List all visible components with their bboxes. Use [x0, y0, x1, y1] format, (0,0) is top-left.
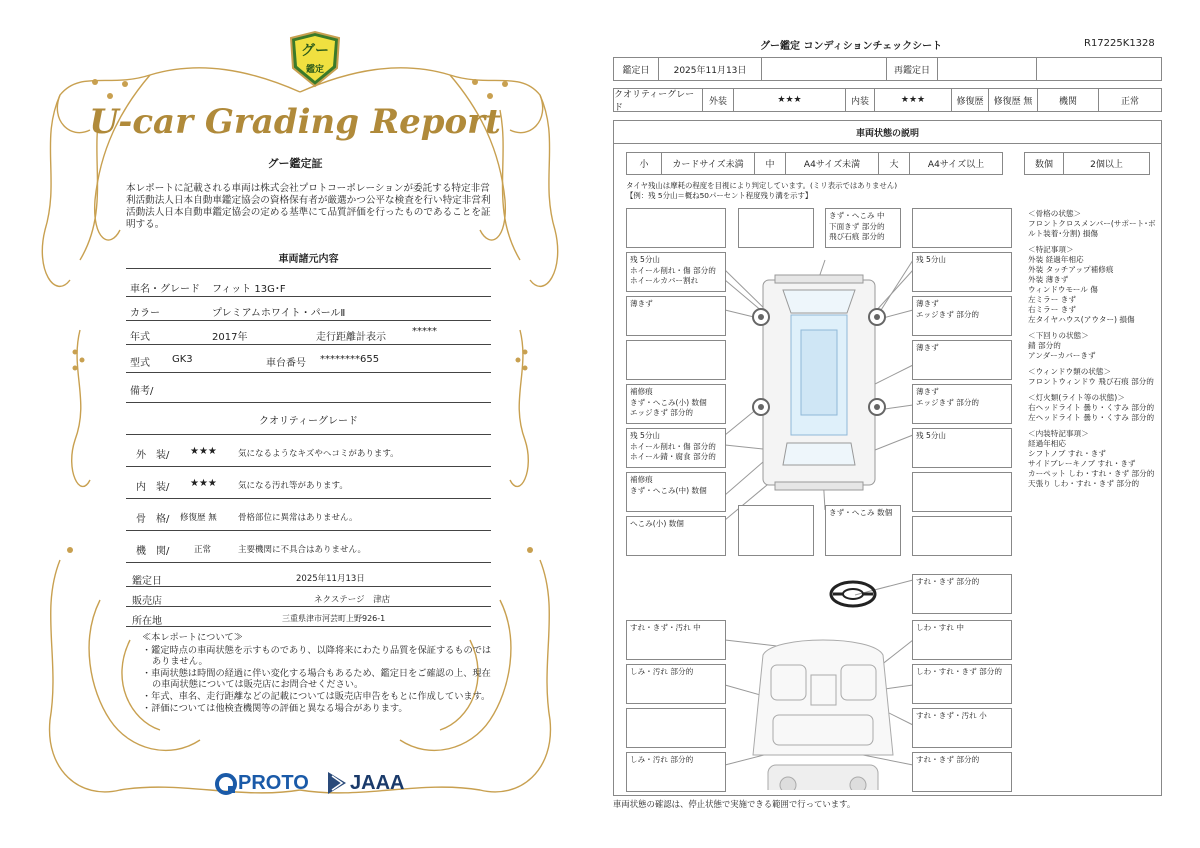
badge-sub: 鑑定	[305, 65, 324, 75]
quality-grade: ★★★	[190, 478, 217, 489]
damage-text: ホイール錆・腐食 部分的	[630, 452, 716, 461]
interior-box-seat-right	[912, 664, 1012, 704]
note-heading: ＜下回りの状態＞	[1028, 331, 1089, 340]
note-heading: ＜灯火類(ライト等の状態)＞	[1028, 393, 1125, 402]
damage-box-left-rear	[626, 384, 726, 424]
note-group-underbody	[1028, 331, 1156, 361]
note-heading: ＜内装特記事項＞	[1028, 429, 1089, 438]
interior-box-rear-right	[912, 752, 1012, 792]
divider	[126, 498, 491, 499]
divider	[126, 626, 491, 627]
repair-value: 修復歴 無	[988, 88, 1038, 112]
quality-label: 骨 格/	[136, 514, 170, 525]
cert-title: グー鑑定証	[267, 157, 323, 170]
damage-text: しわ・すれ 中	[916, 623, 964, 632]
note-group-frame	[1028, 209, 1156, 239]
engine-value: 正常	[1098, 88, 1162, 112]
note-item: ・鑑定時点の車両状態を示すものであり、以降将来にわたり品質を保証するものではありません。	[142, 644, 492, 668]
damage-text: 薄きず	[630, 299, 653, 308]
damage-text: しみ・汚れ 部分的	[630, 755, 694, 764]
grading-report	[0, 0, 590, 848]
note-line: サイドブレーキノブ すれ・きず	[1028, 459, 1136, 468]
date-value: 2025年11月13日	[296, 574, 365, 584]
cert-text: 本レポートに記載される車両は株式会社プロトコーポレーションが委託する特定非営利活動法人日本自動車鑑定協会の資格保有者が厳選かつ公平な検査を行い特定非営利活動法人日本自動車鑑定協会の定める基準にて品質評価を行ったものであることを証明する。	[126, 183, 491, 230]
note-line: ウィンドウモール 傷	[1028, 285, 1098, 294]
quality-desc: 主要機関に不具合はありません。	[238, 545, 367, 555]
note-line: 天張り しわ・すれ・きず 部分的	[1028, 479, 1140, 488]
quality-grade: ★★★	[190, 446, 217, 457]
damage-box-left-back	[626, 472, 726, 512]
note-line: 外装 経過年相応	[1028, 255, 1084, 264]
damage-box-right-rear	[912, 384, 1012, 424]
damage-text: きず・へこみ(小) 数個	[630, 397, 707, 407]
note-heading: ＜特記事項＞	[1028, 245, 1074, 254]
interior-box-seat-left	[626, 664, 726, 704]
note-line: 外装 タッチアップ補修痕	[1028, 265, 1114, 274]
quality-heading: クオリティーグレード	[259, 416, 358, 427]
report-notes	[142, 632, 492, 714]
side-notes	[1028, 209, 1156, 495]
size-count-desc: 2個以上	[1063, 152, 1150, 175]
quality-label: 内 装/	[136, 482, 170, 493]
mileage-value: *****	[412, 326, 437, 337]
damage-text: ホイール削れ・傷 部分的	[630, 265, 716, 275]
damage-text: 薄きず	[916, 343, 939, 352]
note-group-windows	[1028, 367, 1156, 387]
damage-text: 残 5分山	[630, 431, 661, 440]
redate-value	[937, 57, 1037, 81]
damage-text: 飛び石痕 部分的	[829, 232, 885, 241]
damage-box-empty	[912, 472, 1012, 512]
script-title: U-car Grading Report	[89, 102, 501, 142]
note-line: 左ヘッドライト 曇り・くすみ 部分的	[1028, 413, 1155, 422]
note-line: アンダーカバーきず	[1028, 351, 1096, 360]
divider	[126, 268, 491, 269]
quality-grade: 修復歴 無	[180, 513, 217, 523]
damage-text: 薄きず	[916, 299, 939, 308]
proto-logo: PROTO	[238, 772, 309, 794]
year-label: 年式	[130, 332, 150, 343]
proto-logo-icon	[214, 772, 238, 796]
color-value: プレミアムホワイト・パールⅡ	[212, 308, 346, 319]
exterior-label: 外装	[702, 88, 734, 112]
damage-box-empty	[912, 208, 1012, 248]
damage-text: しわ・すれ・きず 部分的	[916, 667, 1002, 676]
divider	[126, 344, 491, 345]
size-large: 大	[878, 152, 910, 175]
divider	[126, 296, 491, 297]
damage-box-right-front-tire	[912, 252, 1012, 292]
badge-text: グー	[301, 43, 329, 59]
damage-box-left-front	[626, 296, 726, 336]
note-line: 錆 部分的	[1028, 341, 1061, 350]
tire-note: タイヤ残山は摩耗の程度を目視により判定しています。(ミリ表示ではありません)	[626, 181, 898, 190]
model-value: GK3	[172, 354, 193, 365]
note-line: 右ミラー きず	[1028, 305, 1076, 314]
divider	[126, 606, 491, 607]
damage-text: 下面きず 部分的	[829, 221, 885, 231]
divider	[126, 372, 491, 373]
note-item: ・評価については他検査機関等の評価と異なる場合があります。	[142, 702, 408, 714]
damage-text: 補修痕	[630, 387, 653, 396]
damage-box-empty	[912, 516, 1012, 556]
chassis-label: 車台番号	[266, 358, 306, 369]
sheet-code: R17225K1328	[1084, 38, 1155, 49]
damage-text: すれ・きず・汚れ 中	[630, 623, 701, 632]
empty-cell	[761, 57, 887, 81]
note-item: ・年式、車名、走行距離などの記載については販売店申告をもとに作成しています。	[142, 690, 491, 702]
note-line: 左タイヤハウス(アウター) 損傷	[1028, 315, 1135, 324]
divider	[126, 562, 491, 563]
quality-label: 外 装/	[136, 450, 170, 461]
sheet-title: グー鑑定 コンディションチェックシート	[760, 41, 943, 52]
damage-text: すれ・きず・汚れ 小	[916, 711, 987, 720]
damage-text: 薄きず	[916, 387, 939, 396]
date-value: 2025年11月13日	[658, 57, 762, 81]
note-group-special	[1028, 245, 1156, 325]
model-label: 型式	[130, 358, 150, 369]
year-value: 2017年	[212, 332, 248, 343]
note-line: 外装 薄きず	[1028, 275, 1069, 284]
name-label: 車名・グレード	[130, 284, 200, 295]
size-mid: 中	[754, 152, 786, 175]
damage-text: すれ・きず 部分的	[916, 577, 980, 586]
divider	[126, 402, 491, 403]
note-line: シフトノブ すれ・きず	[1028, 449, 1106, 458]
divider	[126, 586, 491, 587]
damage-text: しみ・汚れ 部分的	[630, 667, 694, 676]
interior-box-rear-left	[626, 752, 726, 792]
divider	[126, 434, 491, 435]
spec-heading: 車両諸元内容	[278, 254, 339, 265]
damage-box-empty	[626, 708, 726, 748]
damage-box-right-front	[912, 296, 1012, 336]
interior-box-front-right	[912, 620, 1012, 660]
damage-text: きず・へこみ 数個	[829, 508, 893, 517]
divider	[126, 530, 491, 531]
divider	[126, 320, 491, 321]
quality-label: 機 関/	[136, 546, 170, 557]
tire-example: 【例：残 5分山＝概ね50パーセント程度残り溝を示す】	[626, 191, 813, 200]
quality-desc: 骨格部位に異常はありません。	[238, 513, 358, 523]
notes-title: ≪本レポートについて≫	[142, 632, 243, 643]
interior-label: 内装	[845, 88, 875, 112]
shop-label: 販売店	[132, 596, 162, 607]
note-line: フロントウィンドウ 飛び石痕 部分的	[1028, 377, 1154, 386]
exterior-grade: ★★★	[733, 88, 846, 112]
damage-text: 残 5分山	[916, 431, 947, 440]
state-heading: 車両状態の説明	[613, 120, 1162, 144]
damage-box-empty	[626, 208, 726, 248]
damage-box-empty	[738, 208, 814, 248]
repair-label: 修復歴	[951, 88, 989, 112]
size-small-desc: カードサイズ未満	[661, 152, 755, 175]
engine-label: 機関	[1037, 88, 1099, 112]
damage-text: 補修痕	[630, 475, 653, 484]
mileage-label: 走行距離計表示	[316, 332, 386, 343]
damage-text: エッジきず 部分的	[630, 408, 694, 417]
redate-label: 再鑑定日	[886, 57, 938, 81]
damage-text: 残 5分山	[916, 255, 947, 264]
quality-desc: 気になるようなキズやヘコミがあります。	[238, 449, 399, 459]
jaaa-logo: JAAA	[350, 772, 405, 794]
damage-text: エッジきず 部分的	[916, 309, 980, 319]
damage-text: すれ・きず 部分的	[916, 755, 980, 764]
damage-box-left-rear-tire	[626, 428, 726, 468]
remarks-label: 備考/	[130, 386, 154, 397]
damage-text: ホイール削れ・傷 部分的	[630, 441, 716, 451]
damage-text: きず・へこみ 中	[829, 211, 885, 220]
note-item: ・車両状態は時間の経過に伴い変化する場合もあるため、鑑定日をご確認の上、現在の車両状態については販売店にお問合せください。	[142, 667, 491, 691]
note-line: フロントクロスメンバー(サポート･ボルト装着･分割) 損傷	[1028, 219, 1156, 238]
grade-label: クオリティーグレード	[613, 88, 703, 112]
damage-box-right-rear-tire	[912, 428, 1012, 468]
date-label: 鑑定日	[132, 576, 162, 587]
chassis-value: ********655	[320, 354, 380, 365]
footer-note: 車両状態の確認は、停止状態で実施できる範囲で行っています。	[613, 799, 856, 809]
damage-box-rear-bumper	[626, 516, 726, 556]
note-group-interior	[1028, 429, 1156, 489]
color-label: カラー	[130, 308, 160, 319]
size-small: 小	[626, 152, 662, 175]
damage-text: へこみ(小) 数個	[630, 519, 684, 528]
damage-text: きず・へこみ(中) 数個	[630, 485, 707, 495]
note-group-lights	[1028, 393, 1156, 423]
damage-box-empty	[626, 340, 726, 380]
shop-value: ネクステージ 津店	[314, 595, 391, 605]
damage-box-empty	[738, 505, 814, 556]
note-line: カーペット しわ・すれ・きず 部分的	[1028, 469, 1155, 478]
quality-desc: 気になる汚れ等があります。	[238, 481, 348, 491]
size-large-desc: A4サイズ以上	[909, 152, 1003, 175]
size-mid-desc: A4サイズ未満	[785, 152, 879, 175]
damage-text: 残 5分山	[630, 255, 661, 264]
damage-box-bottom-center	[825, 505, 901, 556]
note-line: 右ヘッドライト 曇り・くすみ 部分的	[1028, 403, 1155, 412]
steering-wheel-icon	[831, 582, 875, 606]
note-line: 左ミラー きず	[1028, 295, 1076, 304]
damage-box-top-center	[825, 208, 901, 248]
note-heading: ＜ウィンドウ類の状態＞	[1028, 367, 1112, 376]
size-count: 数個	[1024, 152, 1064, 175]
quality-grade: 正常	[194, 545, 212, 555]
date-label: 鑑定日	[613, 57, 659, 81]
name-value: フィット 13G･F	[212, 284, 286, 295]
interior-grade: ★★★	[874, 88, 952, 112]
interior-box-steering	[912, 574, 1012, 614]
jaaa-logo-icon	[326, 770, 348, 796]
note-heading: ＜骨格の状態＞	[1028, 209, 1082, 218]
damage-box-right-mid	[912, 340, 1012, 380]
note-line: 経過年相応	[1028, 439, 1066, 448]
divider	[126, 466, 491, 467]
damage-text: ホイールカバー割れ	[630, 276, 699, 285]
address-value: 三重県津市河芸町上野926-1	[282, 614, 386, 623]
damage-text: エッジきず 部分的	[916, 397, 980, 407]
address-label: 所在地	[132, 616, 162, 627]
interior-box-front-left	[626, 620, 726, 660]
interior-box-console	[912, 708, 1012, 748]
damage-box-left-front-tire	[626, 252, 726, 292]
